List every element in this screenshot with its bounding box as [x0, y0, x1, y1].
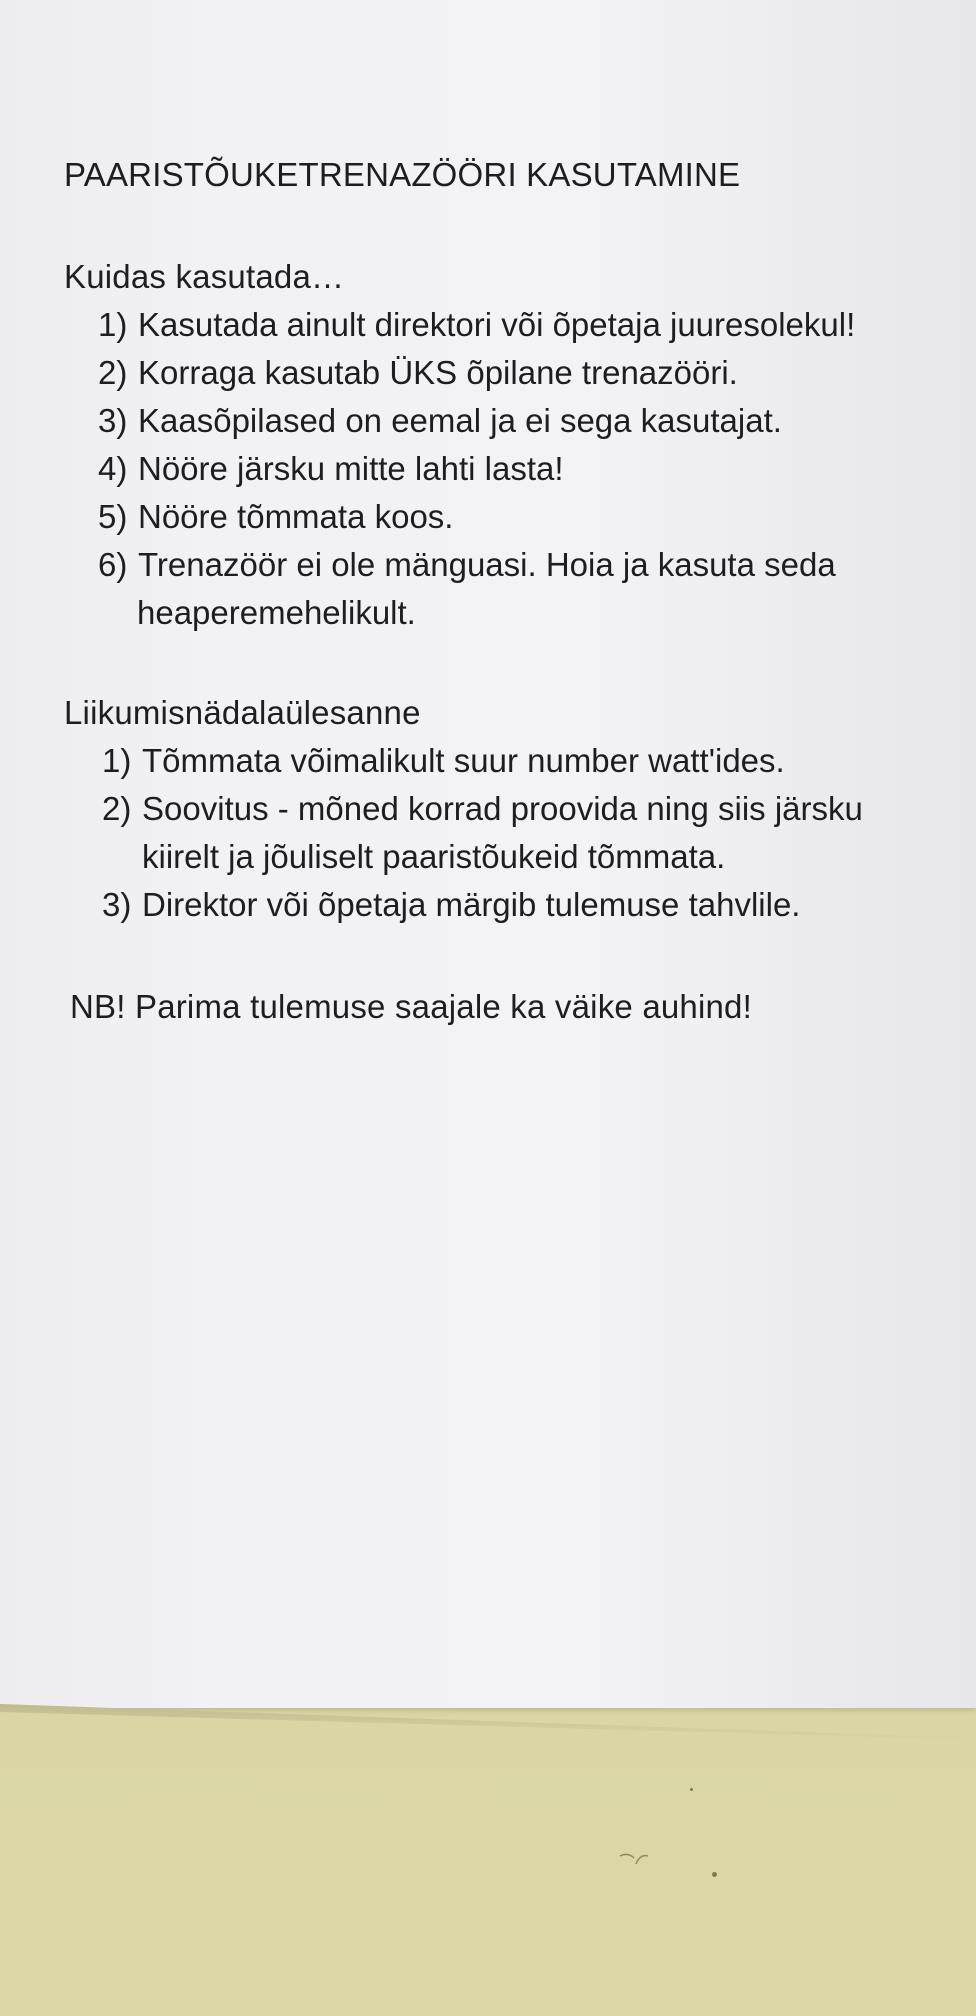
item-number: 4)	[98, 450, 128, 487]
item-text: Direktor või õpetaja märgib tulemuse tahvlile.	[142, 886, 801, 923]
section-heading-task: Liikumisnädalaülesanne	[64, 694, 421, 731]
task-item-3	[102, 886, 800, 924]
usage-item-6-continuation: heaperemehelikult.	[137, 594, 416, 631]
item-text: Nööre järsku mitte lahti lasta!	[138, 450, 564, 487]
item-number: 1)	[98, 306, 128, 343]
usage-item-3	[98, 402, 782, 440]
item-number: 1)	[102, 742, 132, 779]
item-number: 6)	[98, 546, 128, 583]
usage-item-6	[98, 546, 836, 584]
wall-scratch-mark	[618, 1850, 658, 1870]
item-number: 2)	[102, 790, 132, 827]
usage-item-2	[98, 354, 738, 392]
wall-speck	[690, 1788, 693, 1791]
item-number: 3)	[98, 402, 128, 439]
prize-note: NB! Parima tulemuse saajale ka väike auhind!	[70, 988, 752, 1025]
item-text: Soovitus - mõned korrad proovida ning siis järsku	[142, 790, 863, 827]
item-text: Kaasõpilased on eemal ja ei sega kasutajat.	[138, 402, 782, 439]
usage-item-4	[98, 450, 564, 488]
item-text: Trenazöör ei ole mänguasi. Hoia ja kasuta seda	[138, 546, 836, 583]
document-title: PAARISTÕUKETRENAZÖÖRI KASUTAMINE	[64, 156, 741, 193]
task-item-2-continuation: kiirelt ja jõuliselt paaristõukeid tõmmata.	[142, 838, 726, 875]
task-item-2	[102, 790, 863, 828]
usage-item-1	[98, 306, 855, 344]
section-heading-usage: Kuidas kasutada…	[64, 258, 345, 295]
item-text: Tõmmata võimalikult suur number watt'ides.	[142, 742, 785, 779]
item-number: 2)	[98, 354, 128, 391]
item-text: Kasutada ainult direktori või õpetaja juuresolekul!	[138, 306, 856, 343]
usage-item-5	[98, 498, 453, 536]
task-item-1	[102, 742, 785, 780]
item-number: 3)	[102, 886, 132, 923]
item-text: Korraga kasutab ÜKS õpilane trenazööri.	[138, 354, 738, 391]
wall-speck	[712, 1872, 717, 1877]
item-text: Nööre tõmmata koos.	[138, 498, 454, 535]
item-number: 5)	[98, 498, 128, 535]
